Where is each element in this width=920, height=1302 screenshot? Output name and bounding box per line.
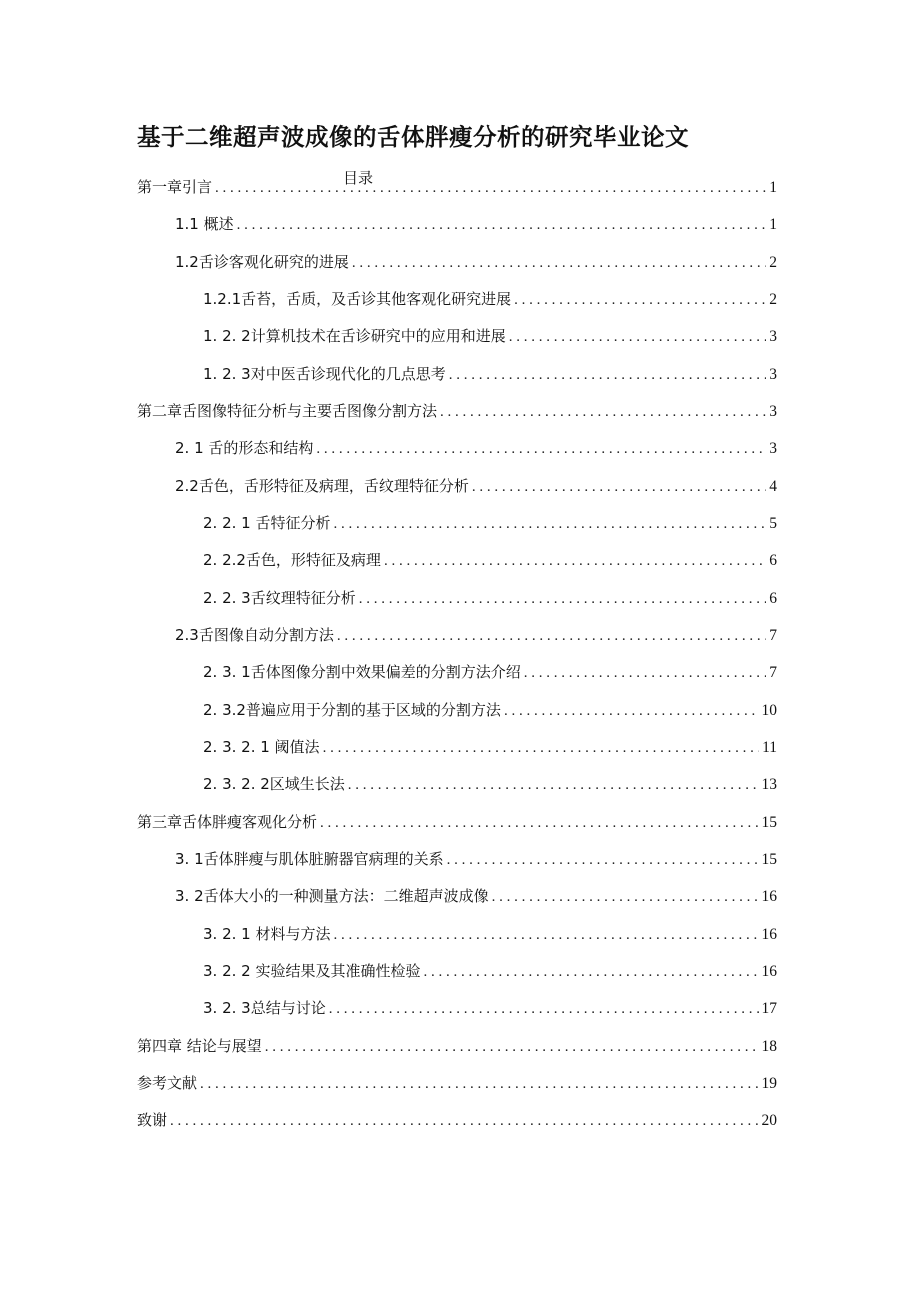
- toc-dot-leader: [237, 215, 767, 235]
- toc-entry-page: 15: [761, 814, 777, 831]
- toc-entry-label: 1.2.1舌苔，舌质，及舌诊其他客观化研究进展: [203, 290, 512, 308]
- toc-entry[interactable]: [137, 401, 777, 421]
- document-title: 基于二维超声波成像的舌体胖瘦分析的研究毕业论文: [137, 123, 689, 151]
- toc-entry-page: 7: [769, 627, 777, 644]
- toc-entry-page: 11: [762, 739, 777, 756]
- toc-entry-label: 3. 2. 2 实验结果及其准确性检验: [203, 962, 421, 980]
- toc-entry[interactable]: [175, 886, 777, 906]
- toc-entry[interactable]: [175, 476, 777, 496]
- toc-entry-label: 第二章舌图像特征分析与主要舌图像分割方法: [137, 402, 438, 420]
- toc-dot-leader: [333, 925, 758, 945]
- toc-entry[interactable]: [203, 700, 777, 720]
- toc-entry[interactable]: [175, 625, 777, 645]
- toc-dot-leader: [504, 701, 759, 721]
- toc-entry-label: 2. 1 舌的形态和结构: [175, 439, 314, 457]
- toc-dot-leader: [472, 477, 766, 497]
- toc-entry-page: 1: [769, 216, 777, 233]
- toc-dot-leader: [352, 253, 766, 273]
- toc-dot-leader: [215, 178, 766, 198]
- toc-entry-label: 1.2舌诊客观化研究的进展: [175, 253, 349, 271]
- toc-dot-leader: [359, 589, 767, 609]
- toc-entry-label: 2.2舌色，舌形特征及病理，舌纹理特征分析: [175, 477, 469, 495]
- toc-entry-page: 18: [761, 1038, 777, 1055]
- toc-dot-leader: [423, 962, 758, 982]
- toc-dot-leader: [329, 999, 759, 1019]
- toc-entry-page: 3: [769, 403, 777, 420]
- toc-entry-label: 3. 2舌体大小的一种测量方法：二维超声波成像: [175, 887, 489, 905]
- toc-entry-page: 2: [769, 291, 777, 308]
- toc-entry-page: 15: [761, 851, 777, 868]
- toc-dot-leader: [447, 850, 759, 870]
- toc-entry-page: 6: [769, 552, 777, 569]
- toc-entry-page: 2: [769, 254, 777, 271]
- toc-entry[interactable]: [137, 177, 777, 197]
- toc-entry-page: 3: [769, 366, 777, 383]
- toc-dot-leader: [524, 663, 767, 683]
- toc-entry-label: 参考文献: [137, 1074, 198, 1092]
- toc-entry[interactable]: [203, 364, 777, 384]
- toc-entry-label: 第一章引言: [137, 178, 213, 196]
- toc-entry-page: 1: [769, 179, 777, 196]
- toc-entry[interactable]: [203, 550, 777, 570]
- toc-entry-label: 2. 3. 2. 2区域生长法: [203, 775, 345, 793]
- toc-entry-page: 17: [761, 1000, 777, 1017]
- toc-entry[interactable]: [203, 513, 777, 533]
- toc-entry[interactable]: [137, 1073, 777, 1093]
- toc-entry-page: 20: [761, 1112, 777, 1129]
- toc-dot-leader: [170, 1111, 758, 1131]
- toc-entry[interactable]: [175, 214, 777, 234]
- toc-entry-label: 2. 2. 1 舌特征分析: [203, 514, 331, 532]
- toc-entry-label: 1.1 概述: [175, 215, 234, 233]
- toc-entry-page: 19: [761, 1075, 777, 1092]
- toc-entry-page: 10: [761, 702, 777, 719]
- toc-dot-leader: [200, 1074, 758, 1094]
- toc-entry[interactable]: [203, 774, 777, 794]
- toc-entry-label: 2. 3.2普遍应用于分割的基于区域的分割方法: [203, 701, 501, 719]
- toc-dot-leader: [440, 402, 766, 422]
- toc-entry-label: 1. 2. 2计算机技术在舌诊研究中的应用和进展: [203, 327, 506, 345]
- toc-entry-page: 3: [769, 328, 777, 345]
- toc-dot-leader: [509, 327, 767, 347]
- toc-entry-page: 16: [761, 926, 777, 943]
- toc-entry-page: 4: [769, 478, 777, 495]
- toc-dot-leader: [384, 551, 766, 571]
- toc-entry-label: 第四章 结论与展望: [137, 1037, 262, 1055]
- toc-dot-leader: [320, 813, 758, 833]
- toc-dot-leader: [337, 626, 766, 646]
- toc-entry[interactable]: [175, 252, 777, 272]
- toc-entry-page: 5: [769, 515, 777, 532]
- toc-entry-label: 2. 2.2舌色，形特征及病理: [203, 551, 381, 569]
- toc-entry[interactable]: [203, 588, 777, 608]
- toc-dot-leader: [492, 887, 759, 907]
- toc-entry[interactable]: [203, 924, 777, 944]
- toc-entry[interactable]: [203, 998, 777, 1018]
- toc-dot-leader: [316, 439, 766, 459]
- toc-entry-page: 7: [769, 664, 777, 681]
- toc-dot-leader: [514, 290, 766, 310]
- toc-entry[interactable]: [203, 662, 777, 682]
- toc-entry[interactable]: [137, 812, 777, 832]
- toc-entry-label: 第三章舌体胖瘦客观化分析: [137, 813, 318, 831]
- toc-entry[interactable]: [175, 438, 777, 458]
- toc-entry-page: 3: [769, 440, 777, 457]
- toc-dot-leader: [449, 365, 767, 385]
- toc-entry-label: 2. 3. 2. 1 阈值法: [203, 738, 320, 756]
- toc-entry[interactable]: [203, 326, 777, 346]
- toc-dot-leader: [333, 514, 766, 534]
- toc-entry[interactable]: [203, 961, 777, 981]
- toc-entry-label: 2. 2. 3舌纹理特征分析: [203, 589, 356, 607]
- toc-entry-label: 1. 2. 3对中医舌诊现代化的几点思考: [203, 365, 446, 383]
- toc-entry[interactable]: [137, 1036, 777, 1056]
- toc-entry[interactable]: [175, 849, 777, 869]
- toc-dot-leader: [265, 1037, 759, 1057]
- toc-entry-page: 16: [761, 963, 777, 980]
- toc-entry[interactable]: [203, 289, 777, 309]
- toc-entry-page: 16: [761, 888, 777, 905]
- toc-entry[interactable]: [137, 1110, 777, 1130]
- toc-entry[interactable]: [203, 737, 777, 757]
- toc-entry-label: 2. 3. 1舌体图像分割中效果偏差的分割方法介绍: [203, 663, 521, 681]
- toc-dot-leader: [323, 738, 760, 758]
- toc-entry-page: 13: [761, 776, 777, 793]
- toc-entry-label: 2.3舌图像自动分割方法: [175, 626, 334, 644]
- toc-entry-label: 致谢: [137, 1111, 168, 1129]
- toc-dot-leader: [348, 775, 759, 795]
- toc-entry-label: 3. 2. 3总结与讨论: [203, 999, 326, 1017]
- toc-entry-label: 3. 2. 1 材料与方法: [203, 925, 331, 943]
- toc-entry-page: 6: [769, 590, 777, 607]
- toc-entry-label: 3. 1舌体胖瘦与肌体脏腑器官病理的关系: [175, 850, 444, 868]
- toc-heading: 目录: [343, 169, 374, 187]
